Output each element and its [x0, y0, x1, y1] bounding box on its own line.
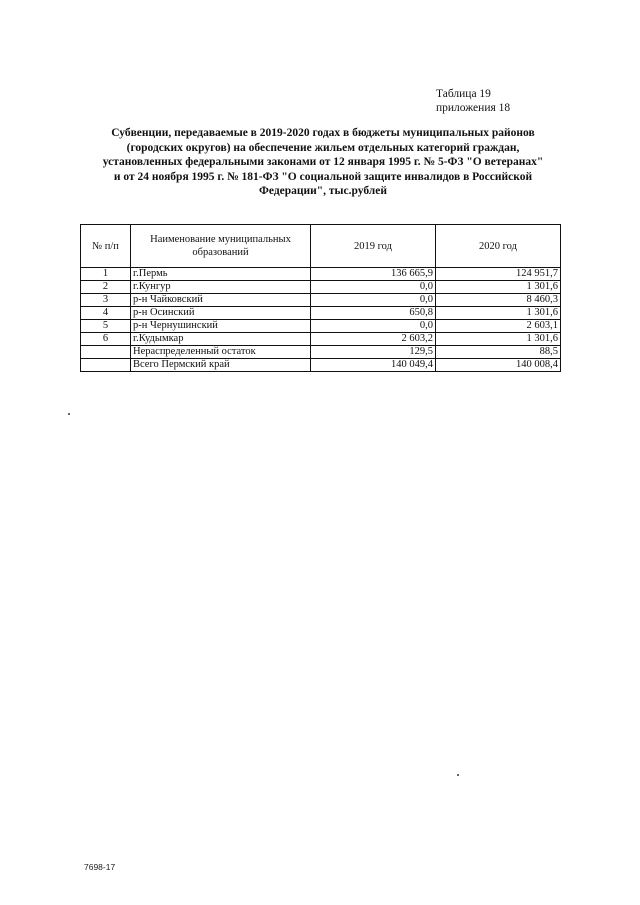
row-value-2019: 0,0 [311, 281, 436, 294]
row-name: г.Кудымкар [131, 333, 311, 346]
row-name: г.Пермь [131, 268, 311, 281]
row-value-2019: 140 049,4 [311, 359, 436, 372]
row-name: Нераспределенный остаток [131, 346, 311, 359]
document-code: 7698-17 [84, 862, 116, 872]
row-value-2020: 1 301,6 [436, 333, 561, 346]
row-value-2020: 8 460,3 [436, 294, 561, 307]
title-line: Федерации", тыс.рублей [258, 185, 387, 198]
table-row [81, 268, 561, 281]
title-line: (городских округов) на обеспечение жильем отдельных категорий граждан, [126, 141, 520, 154]
table-row [81, 281, 561, 294]
row-name: р-н Осинский [131, 307, 311, 320]
row-value-2019: 650,8 [311, 307, 436, 320]
scan-speck [457, 774, 459, 776]
document-title [100, 126, 546, 199]
row-num: 1 [81, 268, 131, 281]
row-num: 2 [81, 281, 131, 294]
title-line: установленных федеральными законами от 12 января 1995 г. № 5-ФЗ "О ветеранах" [102, 156, 544, 169]
table-reference [436, 87, 510, 115]
row-value-2020: 88,5 [436, 346, 561, 359]
row-value-2019: 129,5 [311, 346, 436, 359]
row-name: г.Кунгур [131, 281, 311, 294]
table-row [81, 307, 561, 320]
header-num: № п/п [81, 225, 131, 268]
subsidies-table [80, 224, 561, 372]
table-label: Таблица 19 [436, 88, 491, 100]
row-value-2020: 1 301,6 [436, 307, 561, 320]
row-name: р-н Чайковский [131, 294, 311, 307]
table-row [81, 294, 561, 307]
row-value-2020: 1 301,6 [436, 281, 561, 294]
row-num: 5 [81, 320, 131, 333]
title-line: Субвенции, передаваемые в 2019-2020 годах в бюджеты муниципальных районов [111, 127, 535, 139]
table-row-total [81, 359, 561, 372]
appendix-label: приложения 18 [436, 102, 511, 114]
row-num [81, 359, 131, 372]
row-value-2020: 140 008,4 [436, 359, 561, 372]
row-value-2019: 0,0 [311, 294, 436, 307]
table-row-unallocated [81, 346, 561, 359]
header-2020: 2020 год [436, 225, 561, 268]
title-line: и от 24 ноября 1995 г. № 181-ФЗ "О социальной защите инвалидов в Российской [113, 170, 533, 183]
table-row [81, 320, 561, 333]
row-value-2020: 2 603,1 [436, 320, 561, 333]
row-value-2020: 124 951,7 [436, 268, 561, 281]
row-value-2019: 2 603,2 [311, 333, 436, 346]
table-header-row [81, 225, 561, 268]
header-name: Наименование муниципальных образований [131, 225, 311, 268]
table-row [81, 333, 561, 346]
row-num: 6 [81, 333, 131, 346]
row-name: Всего Пермский край [131, 359, 311, 372]
row-value-2019: 136 665,9 [311, 268, 436, 281]
scan-speck [68, 413, 70, 415]
row-value-2019: 0,0 [311, 320, 436, 333]
row-num [81, 346, 131, 359]
row-name: р-н Чернушинский [131, 320, 311, 333]
header-2019: 2019 год [311, 225, 436, 268]
row-num: 3 [81, 294, 131, 307]
row-num: 4 [81, 307, 131, 320]
